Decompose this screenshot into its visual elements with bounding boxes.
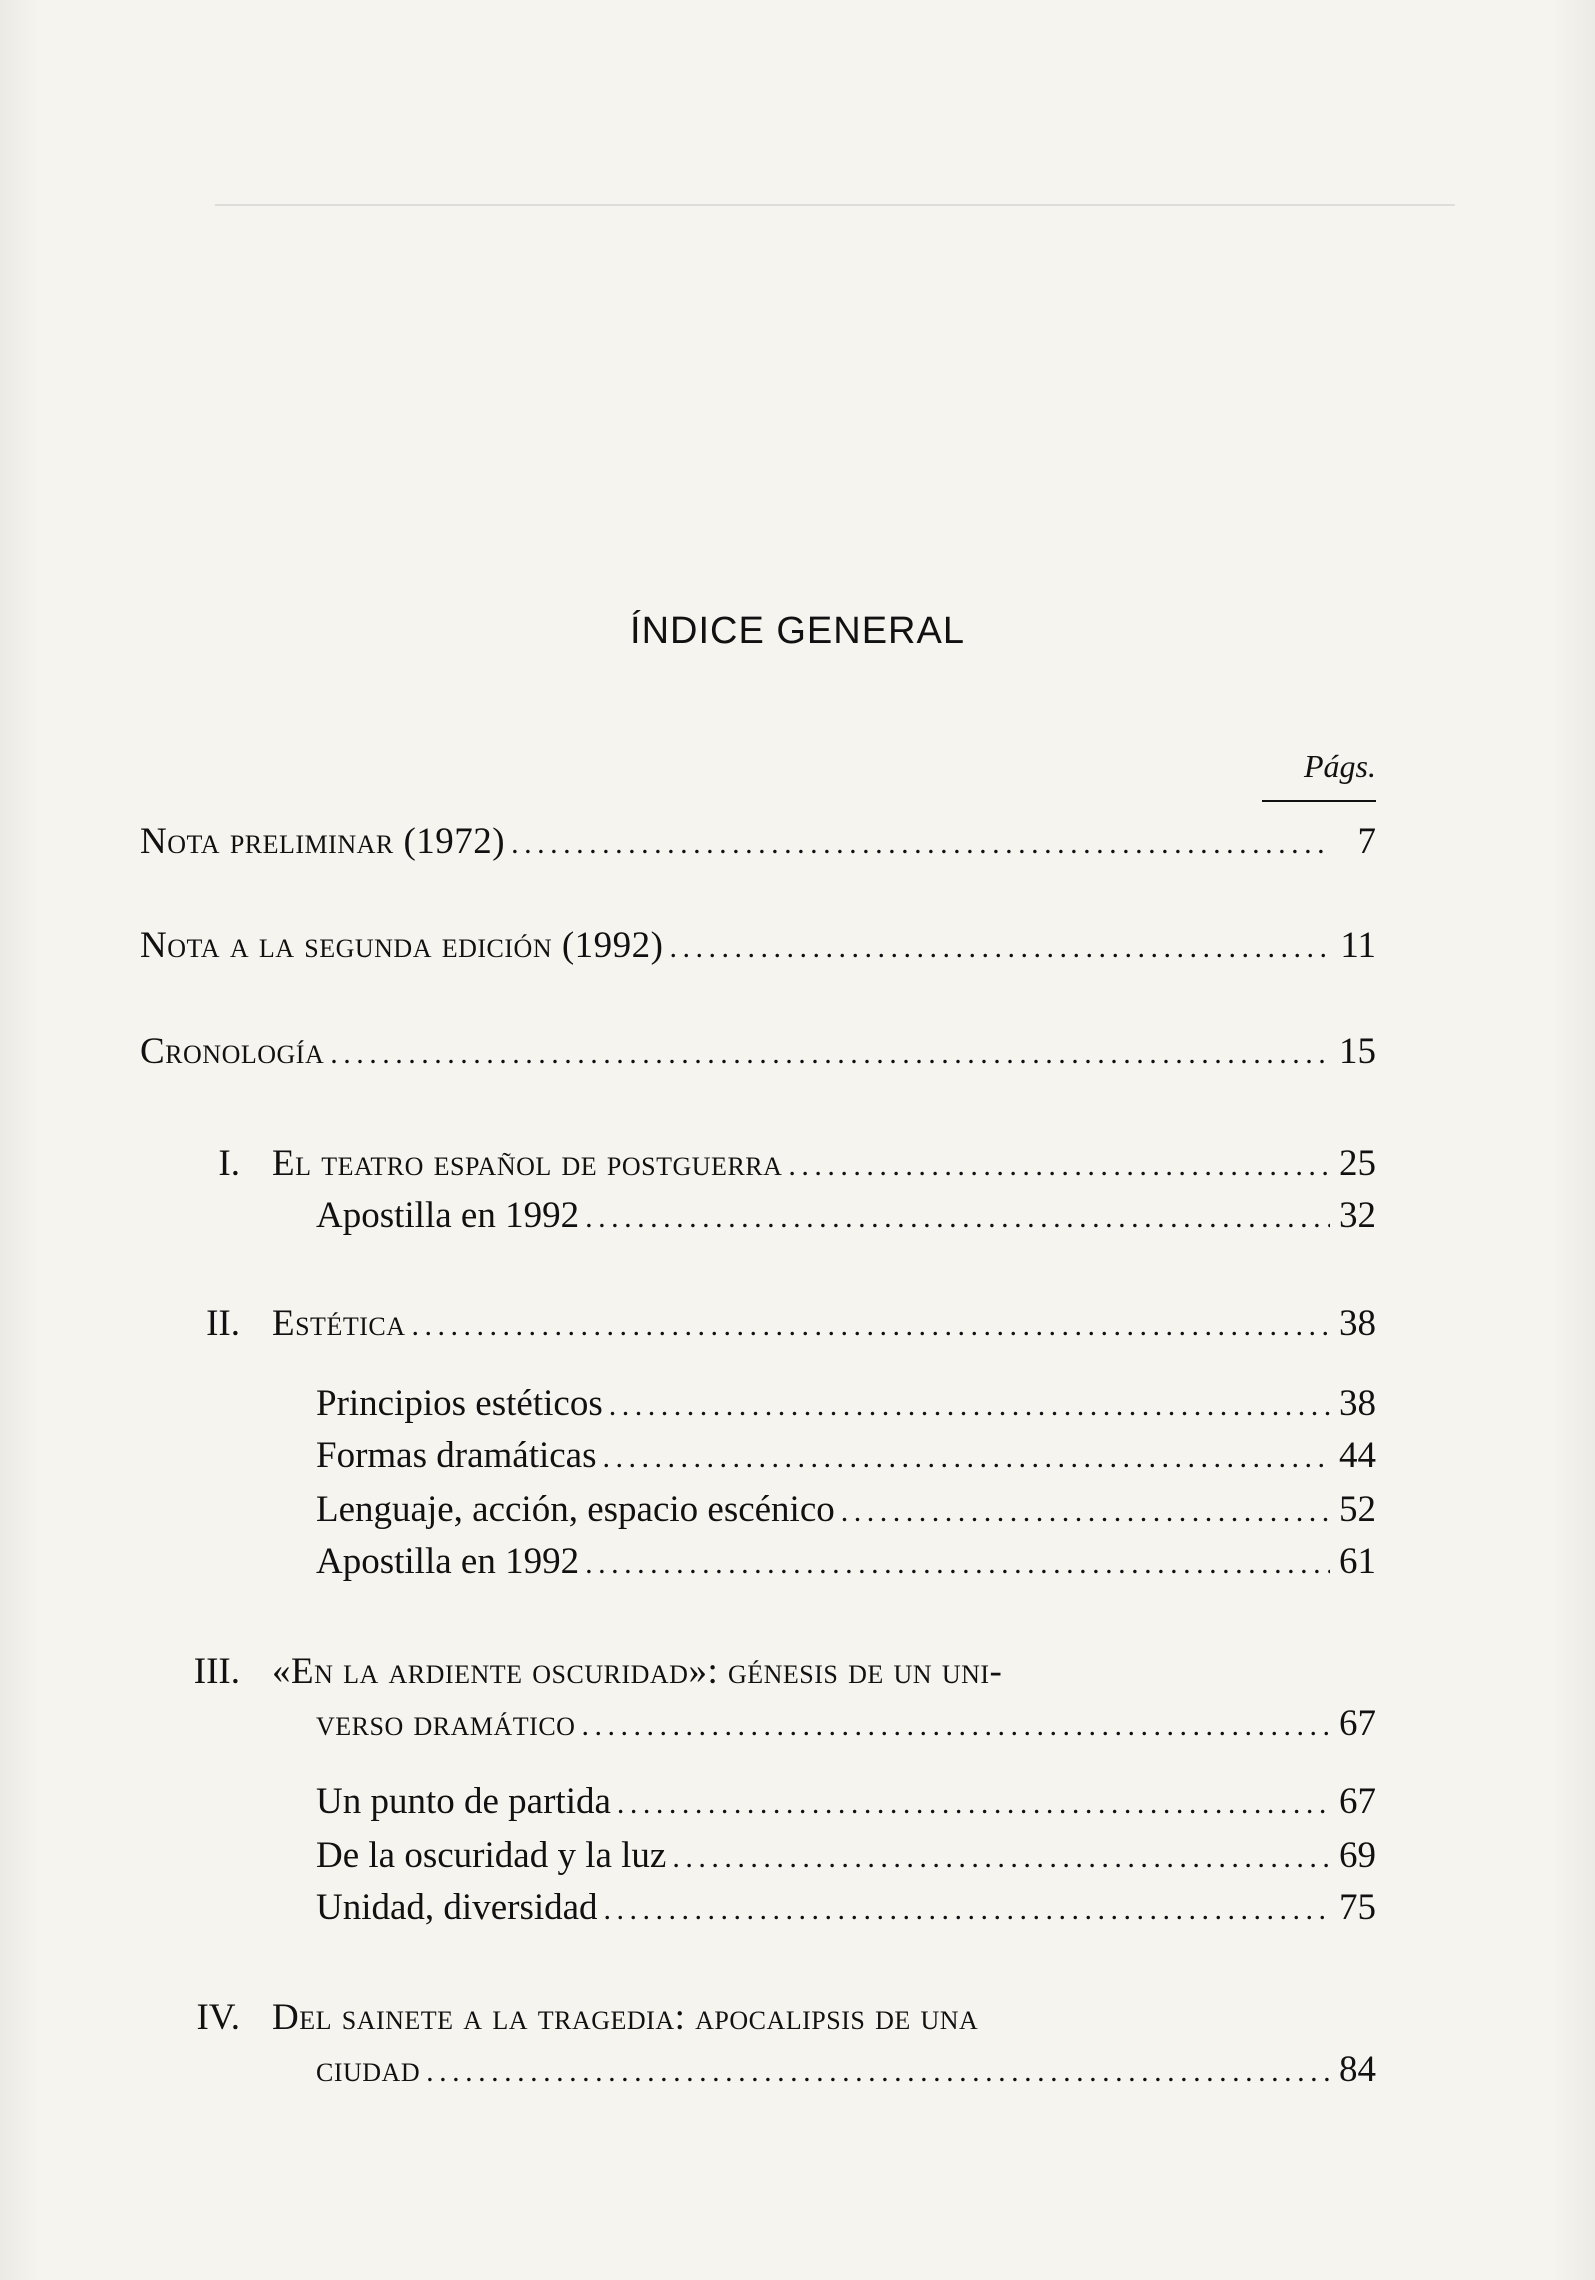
toc-entry-page: 52 (1339, 1489, 1376, 1530)
toc-entry-chapter-3[interactable] (316, 1702, 1376, 1748)
toc-entry-page: 84 (1339, 2049, 1376, 2090)
toc-entry-cronologia[interactable] (140, 1030, 1376, 1076)
toc-entry-chapter-3-line1[interactable]: «En la ardiente oscuridad»: génesis de un uni- (272, 1651, 1003, 1692)
toc-entry-page: 15 (1339, 1031, 1376, 1072)
toc-entry-page: 75 (1339, 1887, 1376, 1928)
toc-entry-label: El teatro español de postguerra (272, 1143, 783, 1184)
leader-dots (411, 1304, 1330, 1348)
pages-header-rule (1262, 800, 1376, 802)
pages-column-header: Págs. (1304, 748, 1376, 784)
toc-entry-punto-de-partida[interactable] (316, 1780, 1376, 1826)
toc-entry-label: Nota preliminar (1972) (140, 821, 506, 862)
toc-entry-label: verso dramático (316, 1703, 576, 1744)
toc-entry-label: Apostilla en 1992 (316, 1195, 580, 1236)
leader-dots (511, 822, 1330, 866)
toc-entry-label: Cronología (140, 1031, 325, 1072)
toc-entry-chapter-4[interactable] (316, 2048, 1376, 2094)
toc-entry-label: Formas dramáticas (316, 1435, 597, 1476)
leader-dots (604, 1888, 1330, 1932)
toc-entry-nota-preliminar[interactable] (140, 820, 1376, 866)
toc-entry-page: 38 (1339, 1303, 1376, 1344)
leader-dots (585, 1542, 1330, 1586)
toc-entry-formas-dramaticas[interactable] (316, 1434, 1376, 1480)
toc-entry-label: Un punto de partida (316, 1781, 611, 1822)
toc-entry-label: Estética (272, 1303, 406, 1344)
leader-dots (617, 1782, 1330, 1826)
toc-entry-label: Principios estéticos (316, 1383, 603, 1424)
toc-entry-label: Lenguaje, acción, espacio escénico (316, 1489, 835, 1530)
toc-entry-page: 32 (1339, 1195, 1376, 1236)
toc-entry-lenguaje-accion[interactable] (316, 1488, 1376, 1534)
toc-entry-chapter-2-apostilla[interactable] (316, 1540, 1376, 1586)
toc-entry-page: 44 (1339, 1435, 1376, 1476)
leader-dots (585, 1196, 1330, 1240)
toc-entry-label: De la oscuridad y la luz (316, 1835, 667, 1876)
leader-dots (788, 1144, 1330, 1188)
leader-dots (603, 1436, 1331, 1480)
toc-entry-chapter-1[interactable] (272, 1142, 1376, 1188)
leader-dots (670, 926, 1331, 970)
toc-entry-oscuridad-luz[interactable] (316, 1834, 1376, 1880)
toc-entry-page: 67 (1339, 1781, 1376, 1822)
leader-dots (581, 1704, 1330, 1748)
leader-dots (330, 1032, 1330, 1076)
toc-entry-label: Nota a la segunda edición (1992) (140, 925, 664, 966)
toc-entry-page: 61 (1339, 1541, 1376, 1582)
toc-entry-page: 25 (1339, 1143, 1376, 1184)
chapter-number: I. (218, 1143, 240, 1184)
chapter-number: IV. (196, 1997, 240, 2038)
leader-dots (426, 2050, 1330, 2094)
toc-entry-page: 11 (1340, 925, 1376, 966)
ghost-header (215, 190, 1455, 206)
leader-dots (609, 1384, 1330, 1428)
toc-entry-page: 67 (1339, 1703, 1376, 1744)
toc-entry-principios-esteticos[interactable] (316, 1382, 1376, 1428)
toc-entry-label: Apostilla en 1992 (316, 1541, 580, 1582)
leader-dots (672, 1836, 1330, 1880)
toc-entry-nota-segunda-edicion[interactable] (140, 924, 1376, 970)
toc-entry-page: 69 (1339, 1835, 1376, 1876)
toc-entry-page: 7 (1357, 821, 1376, 862)
toc-entry-label: ciudad (316, 2049, 421, 2090)
toc-entry-chapter-1-apostilla[interactable] (316, 1194, 1376, 1240)
toc-entry-label: Unidad, diversidad (316, 1887, 598, 1928)
chapter-number: III. (193, 1651, 240, 1692)
toc-entry-chapter-4-line1[interactable]: Del sainete a la tragedia: apocalipsis de una (272, 1997, 979, 2038)
toc-entry-unidad-diversidad[interactable] (316, 1886, 1376, 1932)
chapter-number: II. (206, 1303, 240, 1344)
page-title: ÍNDICE GENERAL (630, 610, 965, 652)
toc-entry-chapter-2[interactable] (272, 1302, 1376, 1348)
toc-entry-page: 38 (1339, 1383, 1376, 1424)
leader-dots (841, 1490, 1330, 1534)
